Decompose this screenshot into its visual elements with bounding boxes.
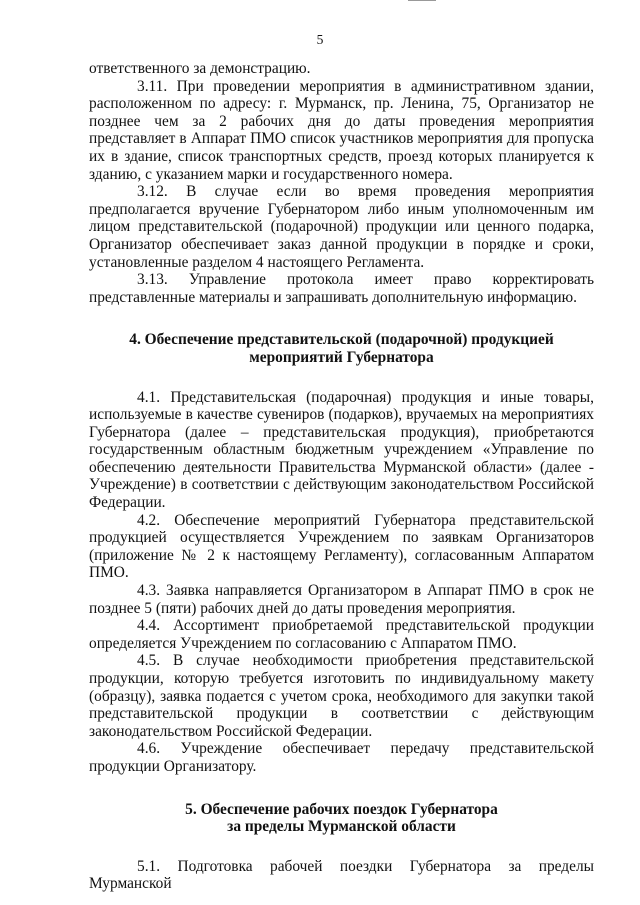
paragraph-4-1: 4.1. Представительская (подарочная) продукция и иные товары, используемые в качестве сувениров (подарков), вручаемых на мероприятиях Губернатора (далее – представительская продукция), приобретаются государственным областным бюджетным учреждением «Управление по обеспечению деятельности Правительства Мурманской области» (далее - Учреждение) в соответствии с действующим законодательством Российской Федерации. [89,388,594,512]
paragraph-4-6: 4.6. Учреждение обеспечивает передачу представительской продукции Организатору. [89,740,594,775]
page-number: 5 [316,32,324,47]
paragraph-3-13: 3.13. Управление протокола имеет право корректировать представленные материалы и запрашивать дополнительную информацию. [89,271,594,306]
section-4-title-line2: мероприятий Губернатора [249,348,434,366]
paragraph-5-1: 5.1. Подготовка рабочей поездки Губернатора за пределы Мурманской [89,857,594,893]
paragraph-3-12: 3.12. В случае если во время проведения мероприятия предполагается вручение Губернатором либо иным уполномоченным им лицом представительской (подарочной) продукции или ценного подарка, Организатор обеспечивает заказ данной продукции в порядке и сроки, установленные разделом 4 настоящего Регламента. [89,183,594,271]
section-4-heading [89,331,594,366]
document-body [89,60,594,893]
paragraph-3-11: 3.11. При проведении мероприятия в административном здании, расположенном по адресу: г. Мурманск, пр. Ленина, 75, Организатор не позднее чем за 2 рабочих дня до даты проведения мероприятия представляет в Аппарат ПМО список участников мероприятия для пропуска их в здание, список транспортных средств, проезд которых планируется к зданию, с указанием марки и государственного номера. [89,77,594,183]
section-5-title-line2: за пределы Мурманской области [227,818,456,836]
paragraph-4-3: 4.3. Заявка направляется Организатором в Аппарат ПМО в срок не позднее 5 (пяти) рабочих дней до даты проведения мероприятия. [89,582,594,617]
paragraph-4-2: 4.2. Обеспечение мероприятий Губернатора представительской продукцией осуществляется Учреждением по заявкам Организаторов (приложение № 2 к настоящему Регламенту), согласованным Аппаратом ПМО. [89,511,594,582]
section-5-title-line1: 5. Обеспечение рабочих поездок Губернатора [185,800,498,818]
paragraph-4-4: 4.4. Ассортимент приобретаемой представительской продукции определяется Учреждением по согласованию с Аппаратом ПМО. [89,617,594,652]
section-4-title-line1: 4. Обеспечение представительской (подарочной) продукцией [129,331,554,349]
section-5-heading [89,801,594,836]
top-rule [408,0,436,1]
paragraph-4-5: 4.5. В случае необходимости приобретения представительской продукции, которую требуется изготовить по индивидуальному макету (образцу), заявка подается с учетом срока, необходимого для закупки такой представительской продукции в соответствии с действующим законодательством Российской Федерации. [89,652,594,740]
paragraph-continuation: ответственного за демонстрацию. [89,60,311,77]
